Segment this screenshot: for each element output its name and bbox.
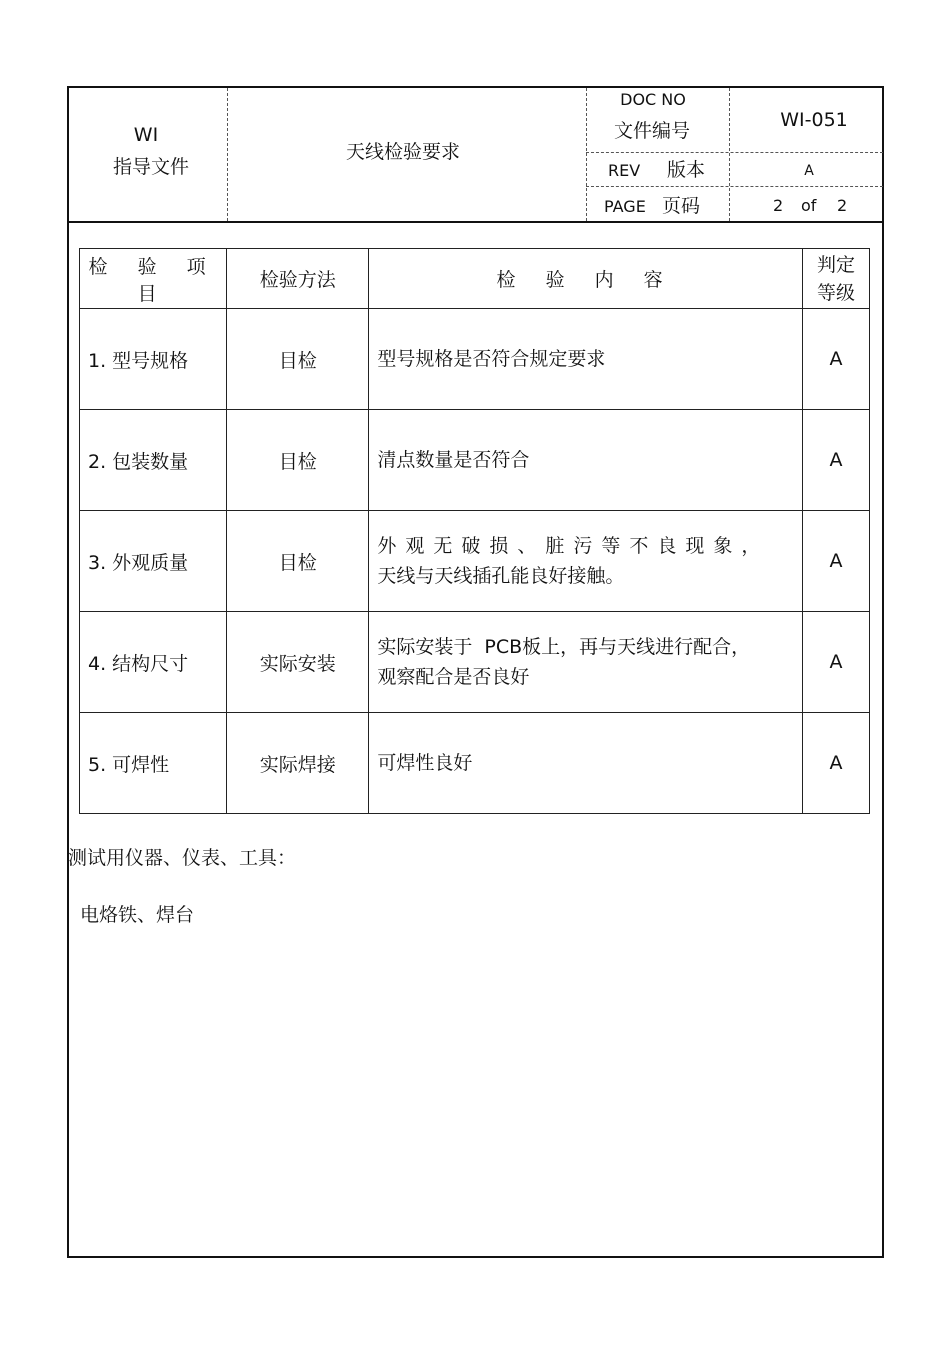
row-content-line1: 实际安装于 PCB板上，再与天线进行配合， <box>377 636 751 658</box>
row-grade: A <box>802 511 869 612</box>
row-item: 5. 可焊性 <box>80 713 227 814</box>
header-col-divider-1 <box>227 88 228 221</box>
row-method: 目检 <box>227 309 369 410</box>
row-method: 目检 <box>227 410 369 511</box>
row-content-line2: 天线与天线插孔能良好接触。 <box>377 565 625 587</box>
row-method: 实际焊接 <box>227 713 369 814</box>
row-grade: A <box>802 612 869 713</box>
page-current: 2 <box>773 196 784 215</box>
row-item: 4. 结构尺寸 <box>80 612 227 713</box>
row-content <box>369 511 803 612</box>
row-grade: A <box>802 309 869 410</box>
doc-type-name: 指导文件 <box>112 156 190 178</box>
rev-value: A <box>804 163 814 179</box>
table-row <box>80 309 870 410</box>
inspection-table <box>79 248 870 814</box>
row-content <box>369 612 803 713</box>
page-label-en: PAGE <box>604 197 646 216</box>
row-grade: A <box>802 713 869 814</box>
doc-no-label-cn: 文件编号 <box>613 120 691 142</box>
tools-list: 电烙铁、焊台 <box>80 904 195 926</box>
row-item: 1. 型号规格 <box>80 309 227 410</box>
row-content-line2: 观察配合是否良好 <box>377 666 530 688</box>
row-item: 3. 外观质量 <box>80 511 227 612</box>
tools-label: 测试用仪器、仪表、工具： <box>68 847 297 869</box>
table-row <box>80 511 870 612</box>
header-grade-line2: 等级 <box>816 281 855 304</box>
table-row <box>80 410 870 511</box>
row-content: 型号规格是否符合规定要求 <box>369 309 803 410</box>
row-grade: A <box>802 410 869 511</box>
header-col-divider-3 <box>729 88 730 221</box>
header-grade-line1: 判定 <box>816 253 855 276</box>
page-of: of <box>801 196 817 215</box>
header-col-divider-2 <box>586 88 587 221</box>
row-content: 可焊性良好 <box>369 713 803 814</box>
doc-no-label-en: DOC NO <box>620 90 686 109</box>
row-content: 清点数量是否符合 <box>369 410 803 511</box>
header-divider <box>67 221 884 223</box>
row-method: 目检 <box>227 511 369 612</box>
page-label-cn: 页码 <box>662 195 701 217</box>
rev-label-en: REV <box>608 161 641 180</box>
rev-label-cn: 版本 <box>667 159 706 181</box>
header-grade <box>802 249 869 309</box>
table-header-row <box>80 249 870 309</box>
header-inspection-content: 检 验 内 容 <box>369 249 803 309</box>
table-row <box>80 713 870 814</box>
table-row <box>80 612 870 713</box>
header-row-divider-1 <box>586 152 883 153</box>
page-total: 2 <box>837 196 848 215</box>
row-item: 2. 包装数量 <box>80 410 227 511</box>
row-method: 实际安装 <box>227 612 369 713</box>
doc-no-value: WI-051 <box>780 109 848 131</box>
row-content-line1: 外观无破损、脏污等不良现象， <box>377 535 770 557</box>
header-inspection-item: 检 验 项 目 <box>80 249 227 309</box>
header-inspection-method: 检验方法 <box>227 249 369 309</box>
document-title: 天线检验要求 <box>345 141 461 163</box>
header-row-divider-2 <box>586 186 883 187</box>
doc-type-code: WI <box>133 124 159 146</box>
